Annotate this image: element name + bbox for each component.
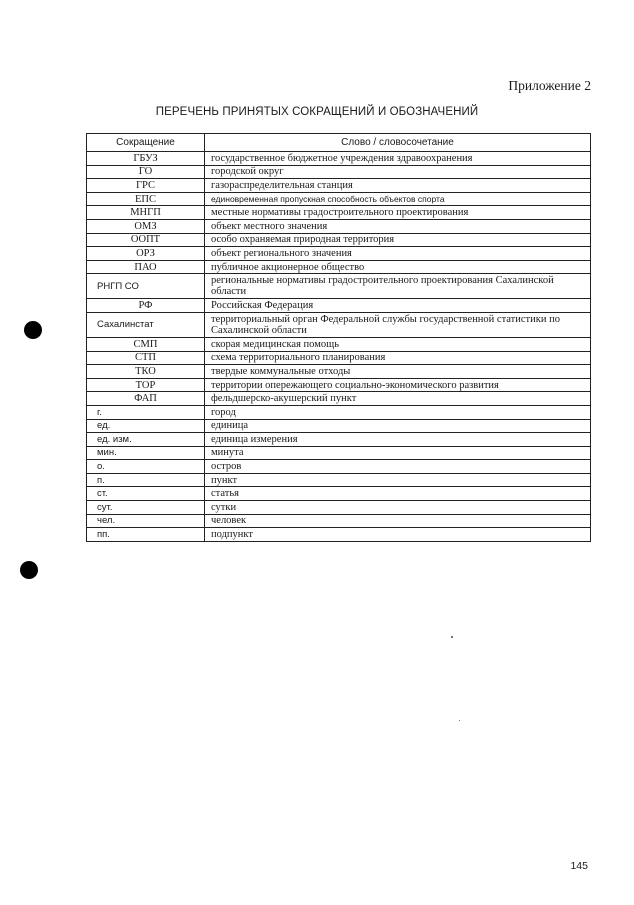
- abbreviation-cell: о.: [87, 460, 205, 474]
- meaning-cell: город: [205, 405, 591, 419]
- abbreviation-cell: п.: [87, 473, 205, 487]
- meaning-cell: территориальный орган Федеральной службы государственной статистики по Сахалинской области: [205, 312, 591, 337]
- abbreviation-cell: ООПТ: [87, 233, 205, 247]
- binder-hole-top: [24, 321, 42, 339]
- table-row: [87, 179, 591, 193]
- abbreviation-cell: РФ: [87, 299, 205, 313]
- abbreviation-cell: пп.: [87, 528, 205, 542]
- table-row: [87, 487, 591, 501]
- abbreviation-cell: ед. изм.: [87, 433, 205, 447]
- abbreviation-cell: ФАП: [87, 392, 205, 406]
- meaning-cell: человек: [205, 514, 591, 528]
- abbreviation-cell: чел.: [87, 514, 205, 528]
- column-header-abbreviation: Сокращение: [87, 134, 205, 152]
- table-row: [87, 514, 591, 528]
- table-header-row: [87, 134, 591, 152]
- table-row: [87, 312, 591, 337]
- abbreviation-cell: СМП: [87, 337, 205, 351]
- meaning-cell: единица: [205, 419, 591, 433]
- table-row: [87, 219, 591, 233]
- scan-speck: [451, 636, 453, 638]
- abbreviation-cell: мин.: [87, 446, 205, 460]
- table-row: [87, 192, 591, 206]
- meaning-cell: территории опережающего социально-экономического развития: [205, 378, 591, 392]
- table-row: [87, 528, 591, 542]
- meaning-cell: особо охраняемая природная территория: [205, 233, 591, 247]
- abbreviation-cell: РНГП СО: [87, 274, 205, 299]
- meaning-cell: публичное акционерное общество: [205, 260, 591, 274]
- meaning-cell: сутки: [205, 501, 591, 515]
- meaning-cell: подпункт: [205, 528, 591, 542]
- meaning-cell: фельдшерско-акушерский пункт: [205, 392, 591, 406]
- abbreviation-cell: ГБУЗ: [87, 152, 205, 166]
- page-number: 145: [570, 860, 588, 872]
- table-row: [87, 337, 591, 351]
- column-header-meaning: Слово / словосочетание: [205, 134, 591, 152]
- meaning-cell: объект местного значения: [205, 219, 591, 233]
- table-row: [87, 419, 591, 433]
- abbreviation-cell: сут.: [87, 501, 205, 515]
- meaning-cell: схема территориального планирования: [205, 351, 591, 365]
- table-row: [87, 206, 591, 220]
- table-row: [87, 152, 591, 166]
- appendix-label: Приложение 2: [508, 78, 591, 93]
- abbreviation-cell: ЕПС: [87, 192, 205, 206]
- abbreviation-cell: ПАО: [87, 260, 205, 274]
- meaning-cell: твердые коммунальные отходы: [205, 365, 591, 379]
- meaning-cell: пункт: [205, 473, 591, 487]
- abbreviation-cell: ТОР: [87, 378, 205, 392]
- abbreviation-cell: МНГП: [87, 206, 205, 220]
- meaning-cell: статья: [205, 487, 591, 501]
- scan-speck: [459, 720, 460, 721]
- abbreviation-cell: ГРС: [87, 179, 205, 193]
- abbreviation-cell: Сахалинстат: [87, 312, 205, 337]
- meaning-cell: местные нормативы градостроительного проектирования: [205, 206, 591, 220]
- table-row: [87, 233, 591, 247]
- page-title: ПЕРЕЧЕНЬ ПРИНЯТЫХ СОКРАЩЕНИЙ И ОБОЗНАЧЕНИЙ: [155, 106, 479, 118]
- meaning-cell: региональные нормативы градостроительного проектирования Сахалинской области: [205, 274, 591, 299]
- abbreviation-cell: ГО: [87, 165, 205, 179]
- abbreviation-cell: г.: [87, 405, 205, 419]
- table-row: [87, 433, 591, 447]
- table-row: [87, 260, 591, 274]
- meaning-cell: газораспределительная станция: [205, 179, 591, 193]
- table-row: [87, 165, 591, 179]
- table-row: [87, 274, 591, 299]
- abbreviation-cell: ОРЗ: [87, 247, 205, 261]
- meaning-cell: объект регионального значения: [205, 247, 591, 261]
- table-row: [87, 473, 591, 487]
- table-row: [87, 247, 591, 261]
- meaning-cell: единовременная пропускная способность объектов спорта: [205, 192, 591, 206]
- meaning-cell: Российская Федерация: [205, 299, 591, 313]
- binder-hole-bottom: [20, 561, 38, 579]
- table-row: [87, 405, 591, 419]
- table-row: [87, 460, 591, 474]
- table-row: [87, 392, 591, 406]
- meaning-cell: минута: [205, 446, 591, 460]
- table-row: [87, 365, 591, 379]
- table-row: [87, 299, 591, 313]
- meaning-cell: скорая медицинская помощь: [205, 337, 591, 351]
- abbreviation-cell: ОМЗ: [87, 219, 205, 233]
- meaning-cell: государственное бюджетное учреждения здравоохранения: [205, 152, 591, 166]
- abbreviation-cell: ед.: [87, 419, 205, 433]
- meaning-cell: единица измерения: [205, 433, 591, 447]
- table-row: [87, 501, 591, 515]
- table-row: [87, 378, 591, 392]
- abbreviation-cell: ст.: [87, 487, 205, 501]
- abbreviation-cell: СТП: [87, 351, 205, 365]
- meaning-cell: городской округ: [205, 165, 591, 179]
- table-row: [87, 446, 591, 460]
- meaning-cell: остров: [205, 460, 591, 474]
- abbreviations-table: [86, 133, 591, 542]
- abbreviation-cell: ТКО: [87, 365, 205, 379]
- table-row: [87, 351, 591, 365]
